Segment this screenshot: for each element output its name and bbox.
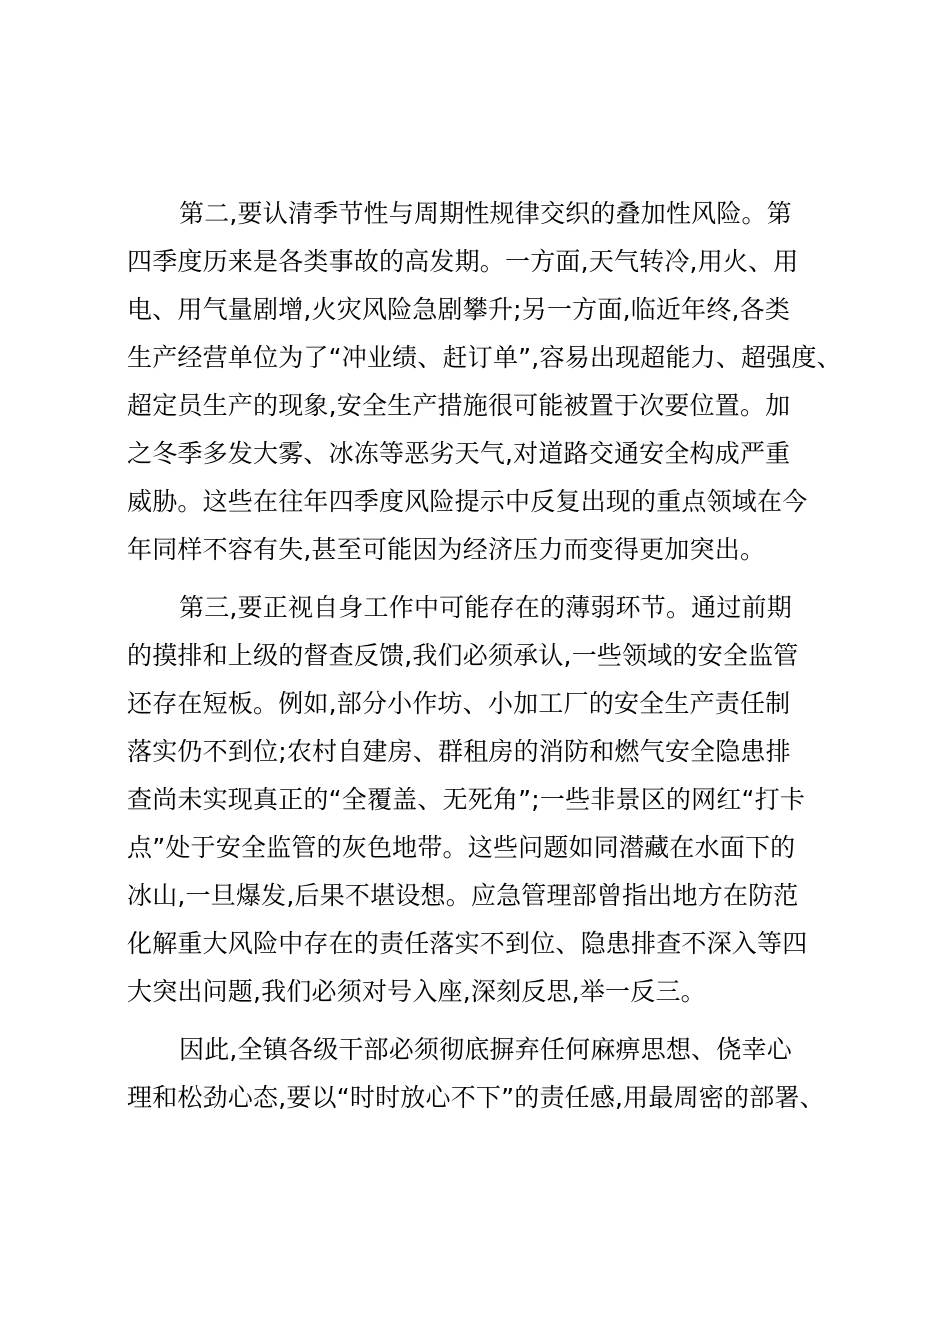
text-line: 化解重大风险中存在的责任落实不到位、隐患排查不深入等四 bbox=[127, 929, 808, 958]
text-line: 冰山,一旦爆发,后果不堪设想。应急管理部曾指出地方在防范 bbox=[127, 881, 799, 910]
text-line: 威胁。这些在往年四季度风险提示中反复出现的重点领域在今 bbox=[127, 487, 808, 516]
paragraph-third-point bbox=[127, 584, 827, 1016]
text-line: 生产经营单位为了“冲业绩、赶订单”,容易出现超能力、超强度、 bbox=[127, 343, 842, 372]
text-line: 还存在短板。例如,部分小作坊、小加工厂的安全生产责任制 bbox=[127, 689, 791, 718]
text-line: 四季度历来是各类事故的高发期。一方面,天气转冷,用火、用 bbox=[127, 247, 799, 276]
text-line: 第二,要认清季节性与周期性规律交织的叠加性风险。第 bbox=[179, 199, 792, 228]
text-line: 第三,要正视自身工作中可能存在的薄弱环节。通过前期 bbox=[179, 593, 792, 622]
text-line: 之冬季多发大雾、冰冻等恶劣天气,对道路交通安全构成严重 bbox=[127, 439, 791, 468]
paragraph-gap bbox=[127, 574, 827, 584]
text-line: 查尚未实现真正的“全覆盖、无死角”;一些非景区的网红“打卡 bbox=[127, 785, 806, 814]
text-line: 年同样不容有失,甚至可能因为经济压力而变得更加突出。 bbox=[127, 535, 766, 564]
paragraph-conclusion bbox=[127, 1026, 827, 1122]
text-line: 因此,全镇各级干部必须彻底摒弃任何麻痹思想、侥幸心 bbox=[179, 1035, 792, 1064]
text-line: 理和松劲心态,要以“时时放心不下”的责任感,用最周密的部署、 bbox=[127, 1083, 825, 1112]
document-body bbox=[127, 190, 842, 1122]
text-line: 大突出问题,我们必须对号入座,深刻反思,举一反三。 bbox=[127, 977, 706, 1006]
text-line: 电、用气量剧增,火灾风险急剧攀升;另一方面,临近年终,各类 bbox=[127, 295, 791, 324]
text-line: 超定员生产的现象,安全生产措施很可能被置于次要位置。加 bbox=[127, 391, 791, 420]
paragraph-gap bbox=[127, 1016, 827, 1026]
text-line: 落实仍不到位;农村自建房、群租房的消防和燃气安全隐患排 bbox=[127, 737, 791, 766]
text-line: 的摸排和上级的督查反馈,我们必须承认,一些领域的安全监管 bbox=[127, 641, 799, 670]
text-line: 点”处于安全监管的灰色地带。这些问题如同潜藏在水面下的 bbox=[127, 833, 796, 862]
paragraph-second-point bbox=[127, 190, 842, 574]
